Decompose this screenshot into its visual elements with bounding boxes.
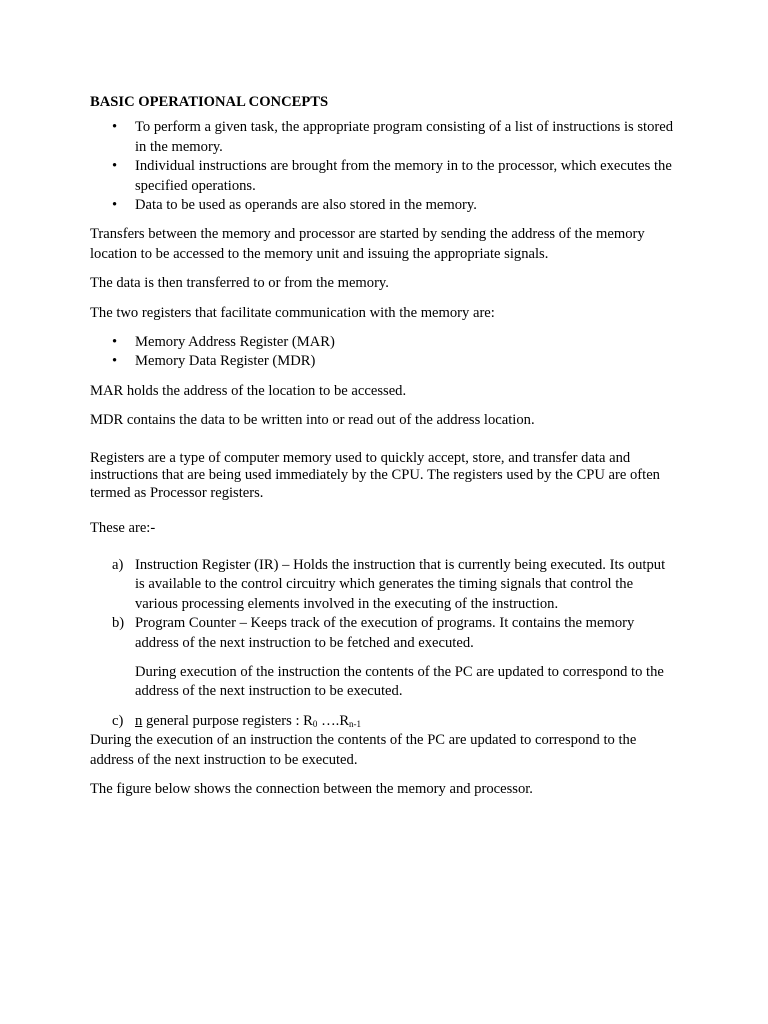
bullet-icon: •	[112, 119, 118, 136]
list-marker: a)	[112, 556, 124, 573]
subscript-zero: 0	[312, 718, 318, 729]
paragraph-pc-followup: During execution of the instruction the contents of the PC are updated to correspond to the address of the next instruction to be executed.	[135, 663, 664, 700]
list-item	[90, 196, 675, 215]
bullet-icon: •	[112, 158, 118, 175]
list-item	[90, 333, 675, 352]
list-marker: c)	[112, 712, 124, 729]
list-item-text: general purpose registers : R	[142, 712, 313, 729]
register-bullet-list	[90, 333, 675, 372]
list-item-text: Instruction Register (IR) – Holds the instruction that is currently being executed. Its output is available to the control circuitry which generates the timing signals that control the various processing elements involved in the executing of the instruction.	[135, 556, 666, 612]
section-heading: BASIC OPERATIONAL CONCEPTS	[90, 94, 329, 110]
list-marker: b)	[112, 615, 125, 632]
paragraph-two-registers: The two registers that facilitate communication with the memory are:	[90, 304, 495, 321]
n-variable: n	[135, 712, 143, 729]
bullet-icon: •	[112, 353, 118, 370]
paragraph-these-are: These are:-	[90, 520, 156, 537]
bullet-text: Data to be used as operands are also stored in the memory.	[135, 197, 477, 214]
list-item-text: Program Counter – Keeps track of the execution of programs. It contains the memory address of the next instruction to be fetched and executed.	[135, 615, 635, 651]
list-item	[90, 157, 675, 196]
list-item-b	[90, 614, 675, 653]
paragraph-during-execution: During the execution of an instruction the contents of the PC are updated to correspond to the address of the next instruction to be executed.	[90, 732, 637, 768]
paragraph-transfers: Transfers between the memory and processor are started by sending the address of the memory location to be accessed to the memory unit and issuing the appropriate signals.	[90, 226, 645, 262]
list-item	[90, 352, 675, 371]
bullet-text: To perform a given task, the appropriate program consisting of a list of instructions is stored in the memory.	[135, 119, 674, 155]
paragraph-mar: MAR holds the address of the location to be accessed.	[90, 382, 407, 399]
bullet-icon: •	[112, 334, 118, 351]
document-page	[90, 93, 675, 799]
intro-bullet-list	[90, 118, 675, 215]
bullet-text: Memory Data Register (MDR)	[135, 353, 316, 370]
paragraph-registers: Registers are a type of computer memory used to quickly accept, store, and transfer data and instructions that are being used immediately by the CPU. The registers used by the CPU are often termed as Processor registers.	[90, 449, 660, 501]
subscript-n-minus-1: n-1	[349, 718, 362, 729]
list-item-c	[90, 712, 675, 731]
bullet-icon: •	[112, 197, 118, 214]
list-item	[90, 118, 675, 157]
ellipsis-text: ….R	[317, 712, 350, 729]
paragraph-data-transferred: The data is then transferred to or from the memory.	[90, 275, 389, 292]
bullet-text: Individual instructions are brought from the memory in to the processor, which executes the specified operations.	[135, 158, 672, 194]
bullet-text: Memory Address Register (MAR)	[135, 334, 335, 351]
paragraph-mdr: MDR contains the data to be written into or read out of the address location.	[90, 412, 535, 429]
register-types-list-continued	[90, 712, 675, 731]
list-item-a	[90, 556, 675, 614]
paragraph-figure-below: The figure below shows the connection between the memory and processor.	[90, 780, 533, 797]
register-types-list	[90, 556, 675, 653]
